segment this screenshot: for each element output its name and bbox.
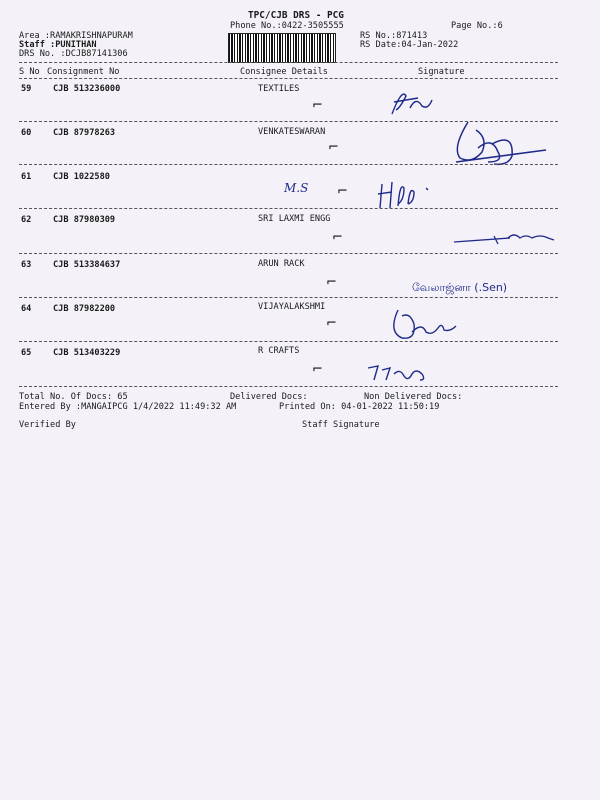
rs-date: RS Date:04-Jan-2022 (360, 40, 459, 50)
row-consignment: CJB 513236000 (53, 84, 121, 94)
divider (19, 78, 558, 79)
area-label: Area :RAMAKRISHNAPURAM (19, 31, 133, 41)
handwritten-signature (374, 178, 438, 212)
row-consignment: CJB 87978263 (53, 128, 116, 138)
phone-number: Phone No.:0422-3505555 (230, 21, 344, 31)
divider (19, 297, 558, 298)
tick-mark: ⌐ (326, 316, 337, 331)
entered-by: Entered By :MANGAIPCG 1/4/2022 11:49:32 AM (19, 402, 237, 412)
total-docs: Total No. Of Docs: 65 (19, 392, 128, 402)
tick-mark: ⌐ (337, 184, 348, 199)
delivered-docs: Delivered Docs: (230, 392, 308, 402)
tick-mark: ⌐ (328, 140, 339, 155)
page-number: Page No.:6 (451, 21, 503, 31)
handwritten-signature (388, 302, 468, 344)
row-consignee: VENKATESWARAN (258, 127, 326, 137)
row-sno: 64 (21, 304, 32, 314)
row-consignment: CJB 1022580 (53, 172, 110, 182)
verified-by: Verified By (19, 420, 76, 430)
col-consignment: Consignment No (47, 67, 120, 77)
handwritten-signature (448, 118, 548, 170)
row-consignee: ARUN RACK (258, 259, 305, 269)
divider (19, 164, 558, 165)
col-sno: S No (19, 67, 40, 77)
tick-mark: ⌐ (312, 362, 323, 377)
tick-mark: ⌐ (312, 98, 323, 113)
row-consignment: CJB 87982200 (53, 304, 116, 314)
tick-mark: ⌐ (332, 230, 343, 245)
row-sno: 59 (21, 84, 32, 94)
row-consignment: CJB 513384637 (53, 260, 121, 270)
row-consignee: TEXTILES (258, 84, 300, 94)
row-sno: 63 (21, 260, 32, 270)
row-sno: 62 (21, 215, 32, 225)
row-consignee: R CRAFTS (258, 346, 300, 356)
divider (19, 208, 558, 209)
row-consignee: VIJAYALAKSHMI (258, 302, 326, 312)
handwritten-signature (364, 360, 430, 386)
staff-signature: Staff Signature (302, 420, 380, 430)
rs-number: RS No.:871413 (360, 31, 428, 41)
tick-mark: ⌐ (326, 275, 337, 290)
handwritten-note: M.S (284, 181, 309, 195)
row-consignee: SRI LAXMI ENGG (258, 214, 331, 224)
divider (19, 386, 558, 387)
drs-number: DRS No. :DCJB87141306 (19, 49, 128, 59)
staff-label: Staff :PUNITHAN (19, 40, 97, 50)
document-title: TPC/CJB DRS - PCG (248, 10, 344, 21)
printed-on: Printed On: 04-01-2022 11:50:19 (279, 402, 440, 412)
handwritten-signature (450, 226, 560, 248)
row-sno: 61 (21, 172, 32, 182)
col-consignee: Consignee Details (240, 67, 328, 77)
row-sno: 60 (21, 128, 32, 138)
handwritten-note: வேலாஜ்னா (.Sen) (412, 281, 508, 294)
handwritten-signature (388, 86, 438, 120)
non-delivered-docs: Non Delivered Docs: (364, 392, 463, 402)
barcode (228, 33, 336, 63)
divider (19, 341, 558, 342)
row-sno: 65 (21, 348, 32, 358)
row-consignment: CJB 87980309 (53, 215, 116, 225)
divider (19, 253, 558, 254)
divider (19, 62, 558, 63)
col-signature: Signature (418, 67, 465, 77)
row-consignment: CJB 513403229 (53, 348, 121, 358)
